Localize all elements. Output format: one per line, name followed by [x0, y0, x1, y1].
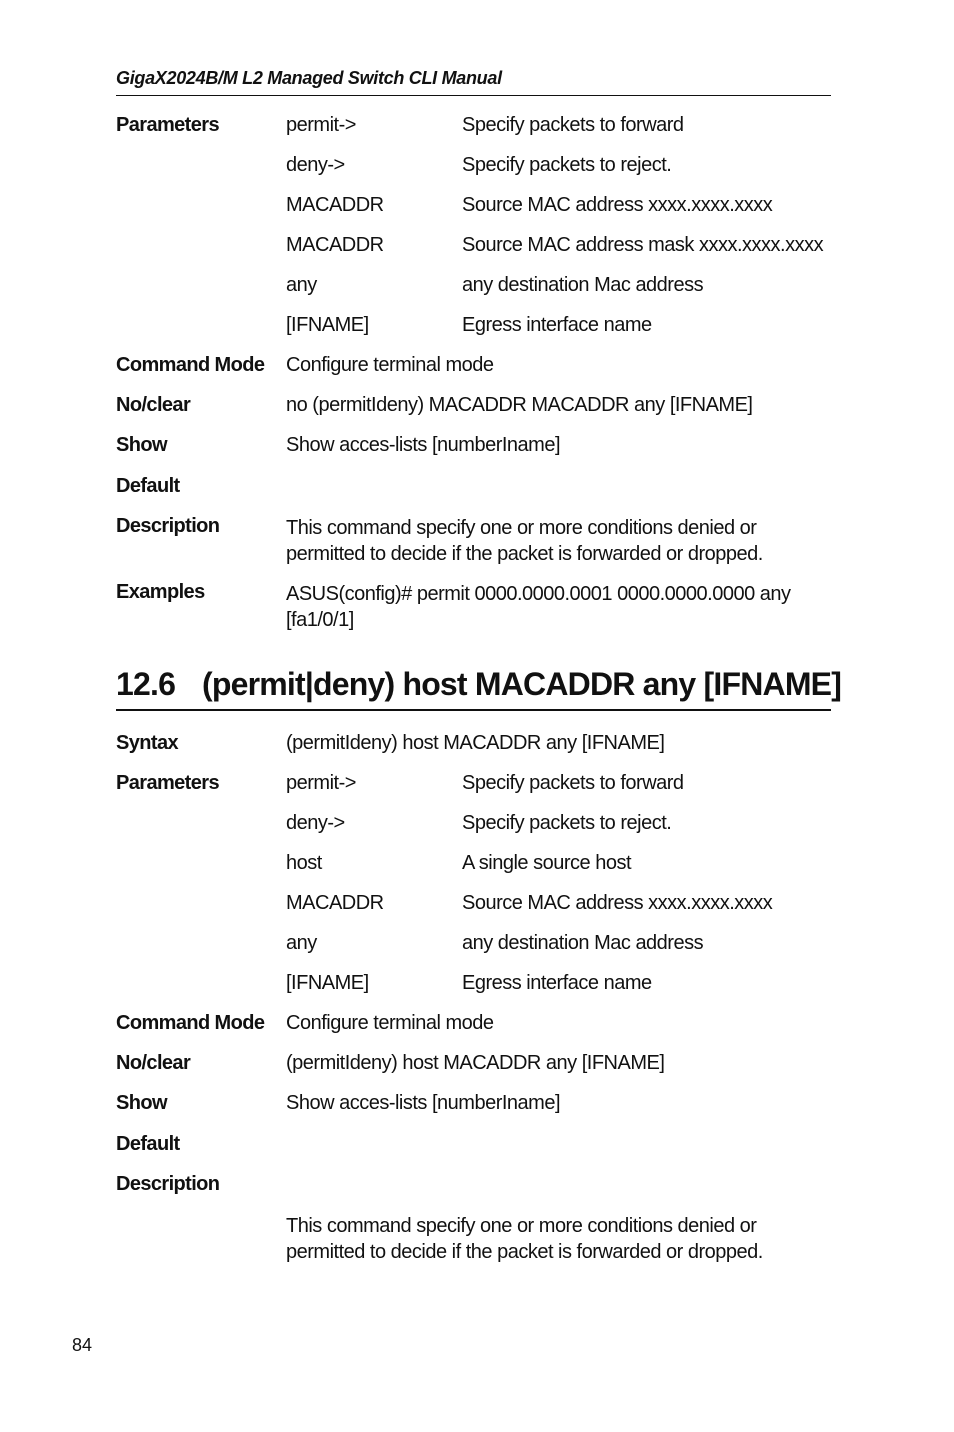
parameter-row: [0, 812, 954, 842]
examples-row: [0, 581, 954, 641]
parameter-row: [0, 852, 954, 882]
command-mode-row: [0, 354, 954, 384]
parameter-name: MACADDR: [286, 892, 384, 914]
parameter-name: deny->: [286, 812, 345, 834]
default-label: Default: [116, 475, 180, 497]
noclear-row: [0, 1052, 954, 1082]
parameter-name: any: [286, 932, 317, 954]
default-row: [0, 1133, 954, 1163]
default-label: Default: [116, 1133, 180, 1155]
parameter-row: [0, 234, 954, 264]
running-header: GigaX2024B/M L2 Managed Switch CLI Manual: [116, 68, 502, 88]
parameter-name: [IFNAME]: [286, 314, 369, 336]
parameter-desc: Source MAC address xxxx.xxxx.xxxx: [462, 194, 773, 216]
description-row: [0, 515, 954, 575]
parameters-label: Parameters: [116, 114, 219, 136]
parameter-desc: A single source host: [462, 852, 631, 874]
command-mode-value: Configure terminal mode: [286, 354, 494, 376]
description-label: Description: [116, 1173, 220, 1195]
show-row: [0, 434, 954, 464]
syntax-row: [0, 732, 954, 762]
parameter-row: [0, 772, 954, 802]
description-label: Description: [116, 515, 220, 537]
section-title: (permit|deny) host MACADDR any [IFNAME]: [202, 666, 842, 702]
example-line: [fa1/0/1]: [286, 609, 354, 631]
parameter-row: [0, 932, 954, 962]
parameter-desc: Specify packets to forward: [462, 772, 684, 794]
parameter-row: [0, 314, 954, 344]
command-mode-row: [0, 1012, 954, 1042]
parameter-row: [0, 194, 954, 224]
parameter-row: [0, 972, 954, 1002]
parameter-row: [0, 274, 954, 304]
command-mode-label: Command Mode: [116, 1012, 265, 1034]
parameter-desc: any destination Mac address: [462, 274, 704, 296]
show-value: Show acces-lists [numberIname]: [286, 434, 561, 456]
parameter-name: permit->: [286, 114, 356, 136]
description-text: [286, 515, 831, 567]
show-value: Show acces-lists [numberIname]: [286, 1092, 561, 1114]
parameter-desc: Specify packets to reject.: [462, 154, 672, 176]
show-label: Show: [116, 434, 167, 456]
parameter-desc: Egress interface name: [462, 972, 652, 994]
noclear-label: No/clear: [116, 1052, 191, 1074]
noclear-row: [0, 394, 954, 424]
parameter-desc: Specify packets to reject.: [462, 812, 672, 834]
default-row: [0, 475, 954, 505]
parameter-row: [0, 154, 954, 184]
parameter-desc: Source MAC address xxxx.xxxx.xxxx: [462, 892, 773, 914]
parameter-name: MACADDR: [286, 234, 384, 256]
description-line: permitted to decide if the packet is forwarded or dropped.: [286, 543, 763, 565]
parameter-name: permit->: [286, 772, 356, 794]
description-row: [0, 1173, 954, 1203]
noclear-value: (permitIdeny) host MACADDR any [IFNAME]: [286, 1052, 665, 1074]
parameter-name: [IFNAME]: [286, 972, 369, 994]
description-text: [286, 1213, 831, 1265]
noclear-value: no (permitIdeny) MACADDR MACADDR any [IFNAME]: [286, 394, 753, 416]
parameter-name: host: [286, 852, 322, 874]
description-line: permitted to decide if the packet is forwarded or dropped.: [286, 1241, 763, 1263]
section-heading: [116, 666, 841, 703]
parameter-desc: Specify packets to forward: [462, 114, 684, 136]
section-number: 12.6: [116, 666, 176, 702]
parameter-name: any: [286, 274, 317, 296]
parameters-label: Parameters: [116, 772, 219, 794]
parameter-name: MACADDR: [286, 194, 384, 216]
show-label: Show: [116, 1092, 167, 1114]
examples-label: Examples: [116, 581, 205, 603]
command-mode-label: Command Mode: [116, 354, 265, 376]
parameter-row: [0, 892, 954, 922]
command-mode-value: Configure terminal mode: [286, 1012, 494, 1034]
description-line: This command specify one or more conditions denied or: [286, 1215, 757, 1237]
description-line: This command specify one or more conditions denied or: [286, 517, 757, 539]
header-divider: [116, 95, 831, 96]
page-number: 84: [72, 1335, 93, 1355]
syntax-label: Syntax: [116, 732, 178, 754]
section-divider: [116, 709, 831, 711]
show-row: [0, 1092, 954, 1122]
parameter-name: deny->: [286, 154, 345, 176]
parameter-desc: Egress interface name: [462, 314, 652, 336]
description-text-row: [0, 1213, 954, 1273]
syntax-value: (permitIdeny) host MACADDR any [IFNAME]: [286, 732, 665, 754]
examples-text: [286, 581, 831, 633]
example-line: ASUS(config)# permit 0000.0000.0001 0000.0000.0000 any: [286, 583, 791, 605]
noclear-label: No/clear: [116, 394, 191, 416]
parameter-desc: any destination Mac address: [462, 932, 704, 954]
parameter-desc: Source MAC address mask xxxx.xxxx.xxxx: [462, 234, 824, 256]
parameter-row: [0, 114, 954, 144]
